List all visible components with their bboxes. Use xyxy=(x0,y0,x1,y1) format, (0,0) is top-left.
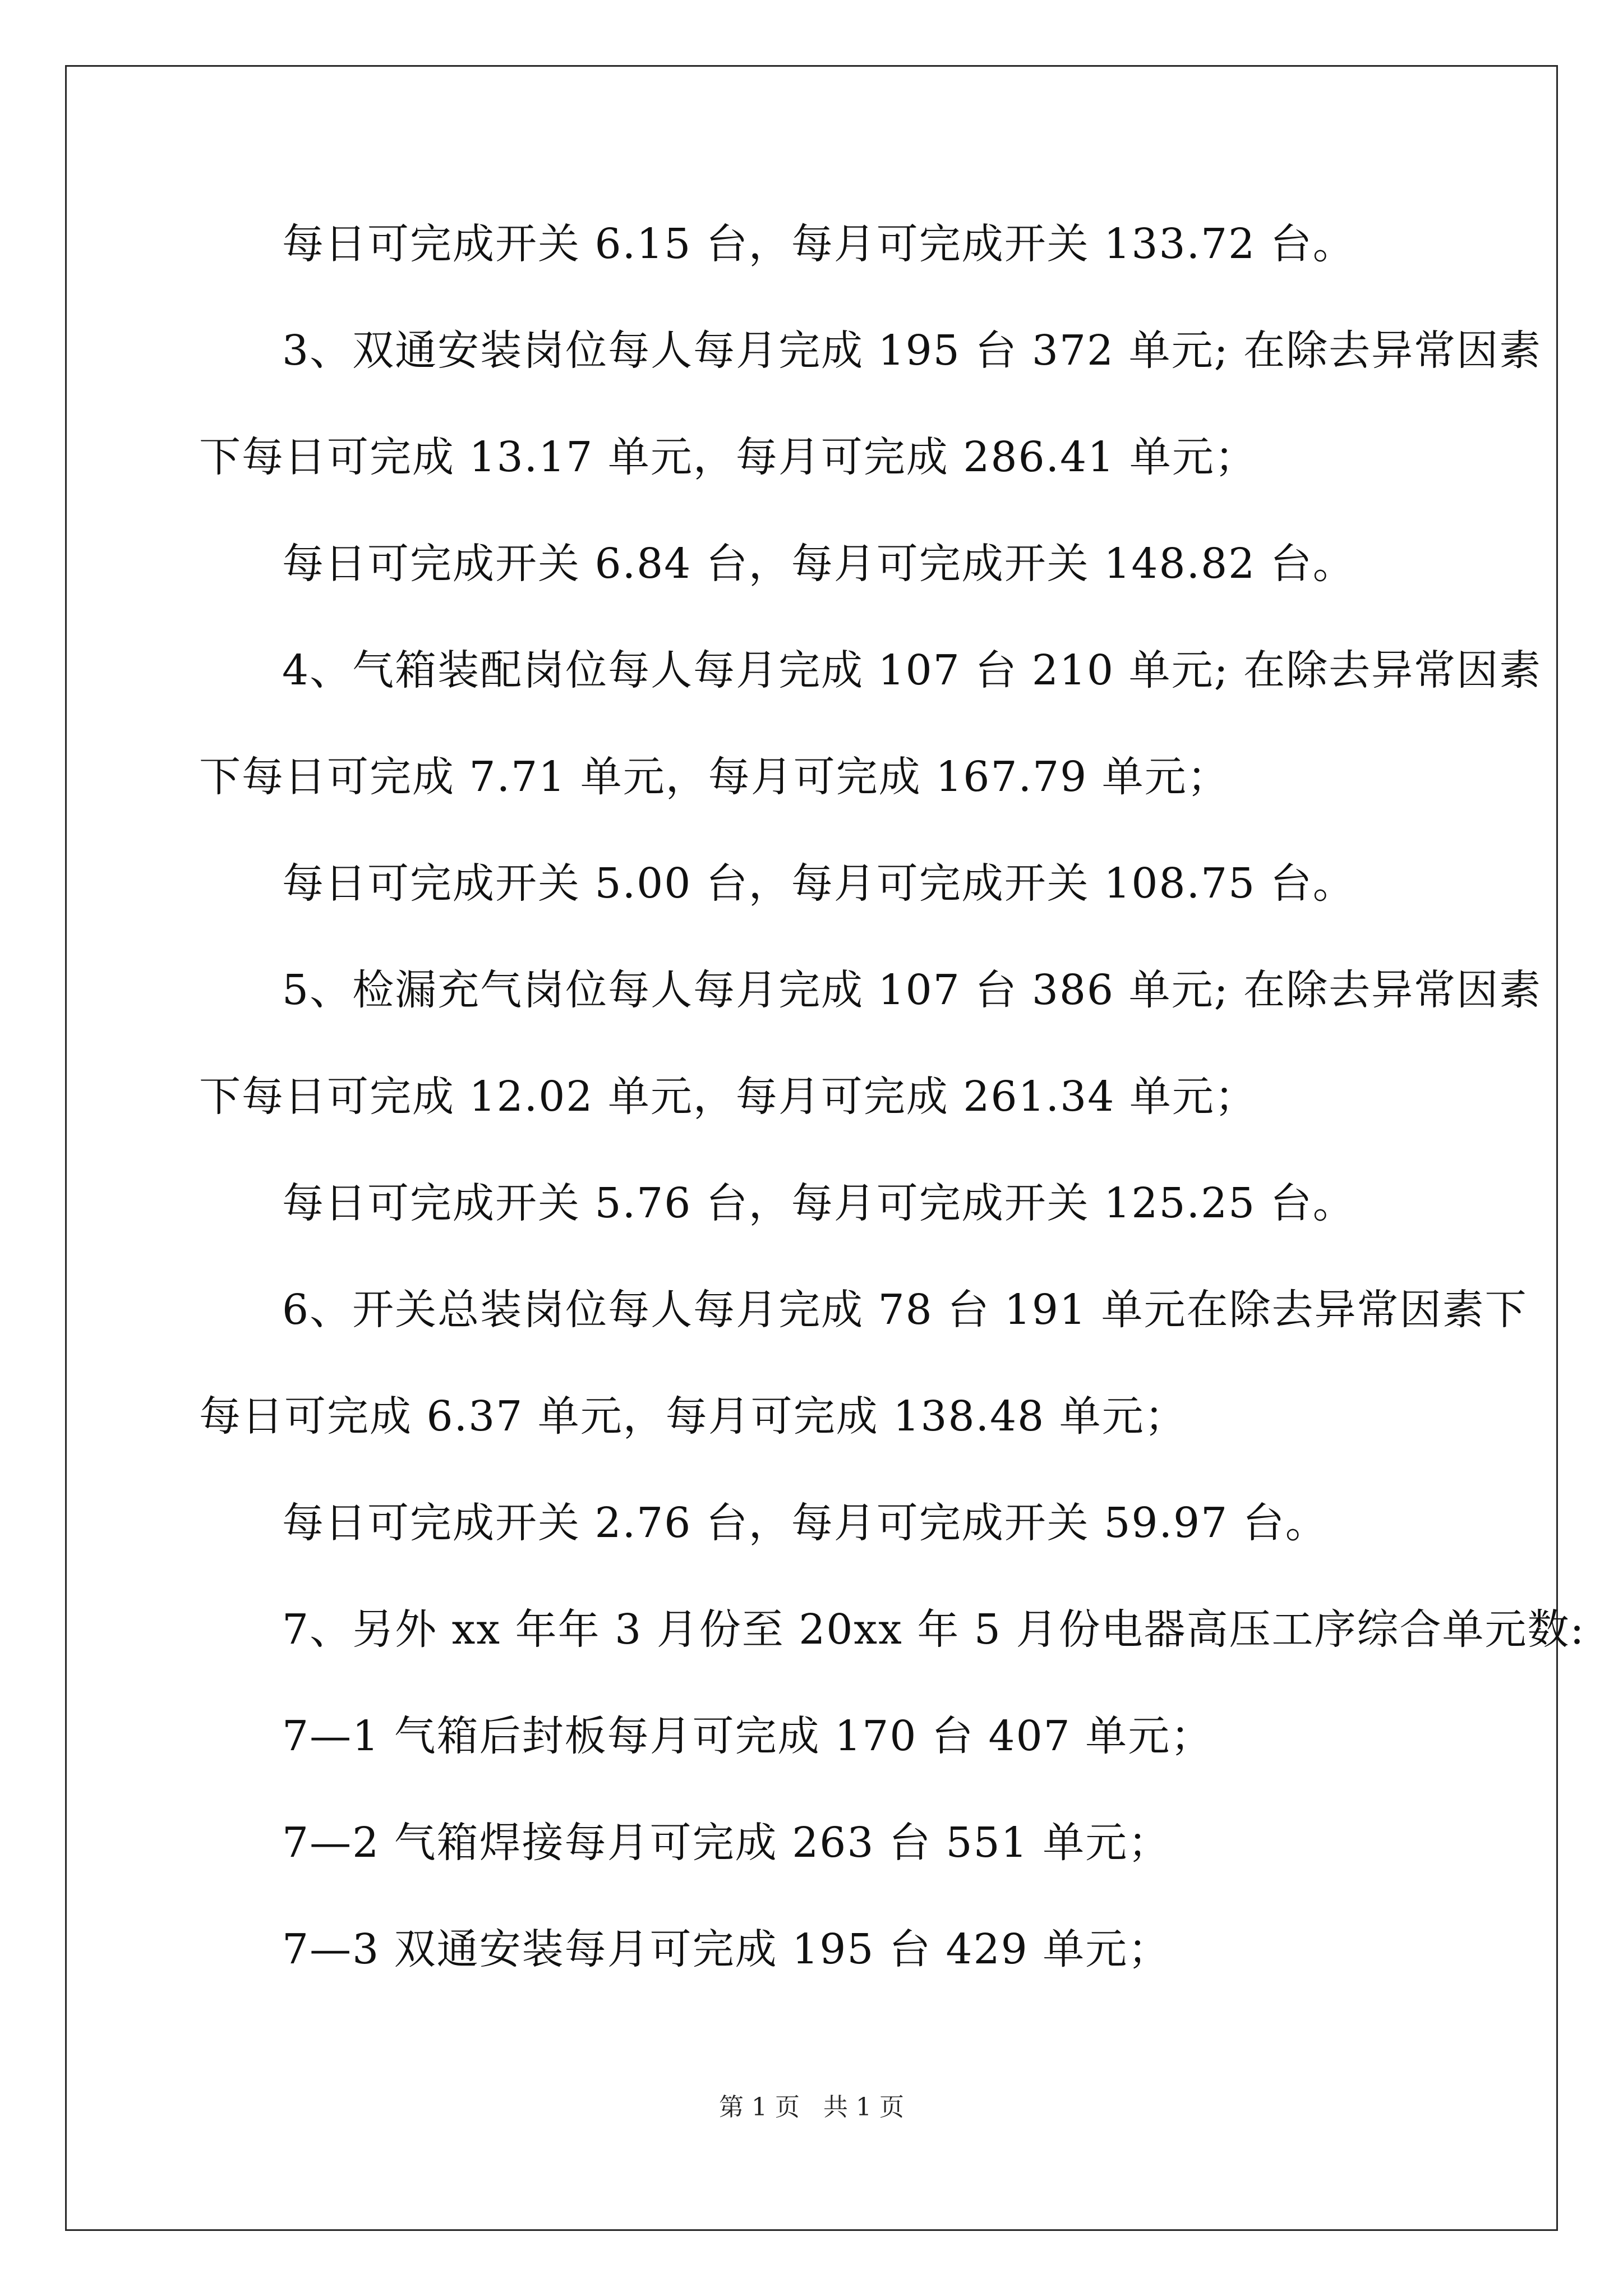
text-line: 每日可完成开关 2.76 台，每月可完成开关 59.97 台。 xyxy=(282,1499,1328,1547)
text-line: 7—1 气箱后封板每月可完成 170 台 407 单元； xyxy=(282,1712,1214,1760)
text-line: 5、检漏充气岗位每人每月完成 107 台 386 单元; 在除去异常因素 xyxy=(282,966,1542,1014)
text-line: 每日可完成开关 6.15 台，每月可完成开关 133.72 台。 xyxy=(282,220,1355,268)
page-footer: 第 1 页 共 1 页 xyxy=(719,2093,904,2122)
text-line: 7、另外 xx 年年 3 月份至 20xx 年 5 月份电器高压工序综合单元数: xyxy=(282,1605,1585,1654)
text-line: 每日可完成开关 5.00 台，每月可完成开关 108.75 台。 xyxy=(282,859,1355,908)
text-line: 下每日可完成 13.17 单元，每月可完成 286.41 单元； xyxy=(199,433,1257,481)
text-line: 每日可完成开关 5.76 台，每月可完成开关 125.25 台。 xyxy=(282,1179,1355,1227)
text-line: 6、开关总装岗位每人每月完成 78 台 191 单元在除去异常因素下 xyxy=(282,1286,1528,1334)
text-line: 下每日可完成 7.71 单元，每月可完成 167.79 单元； xyxy=(199,753,1230,801)
text-line: 每日可完成开关 6.84 台，每月可完成开关 148.82 台。 xyxy=(282,540,1355,588)
document-body xyxy=(199,191,1585,2003)
text-line: 7—2 气箱焊接每月可完成 263 台 551 单元； xyxy=(282,1819,1171,1867)
text-line: 4、气箱装配岗位每人每月完成 107 台 210 单元; 在除去异常因素 xyxy=(282,646,1542,694)
text-line: 3、双通安装岗位每人每月完成 195 台 372 单元; 在除去异常因素 xyxy=(282,326,1542,375)
text-line: 7—3 双通安装每月可完成 195 台 429 单元； xyxy=(282,1925,1171,1973)
text-line: 每日可完成 6.37 单元，每月可完成 138.48 单元； xyxy=(199,1392,1187,1441)
text-line: 下每日可完成 12.02 单元，每月可完成 261.34 单元； xyxy=(199,1073,1257,1121)
